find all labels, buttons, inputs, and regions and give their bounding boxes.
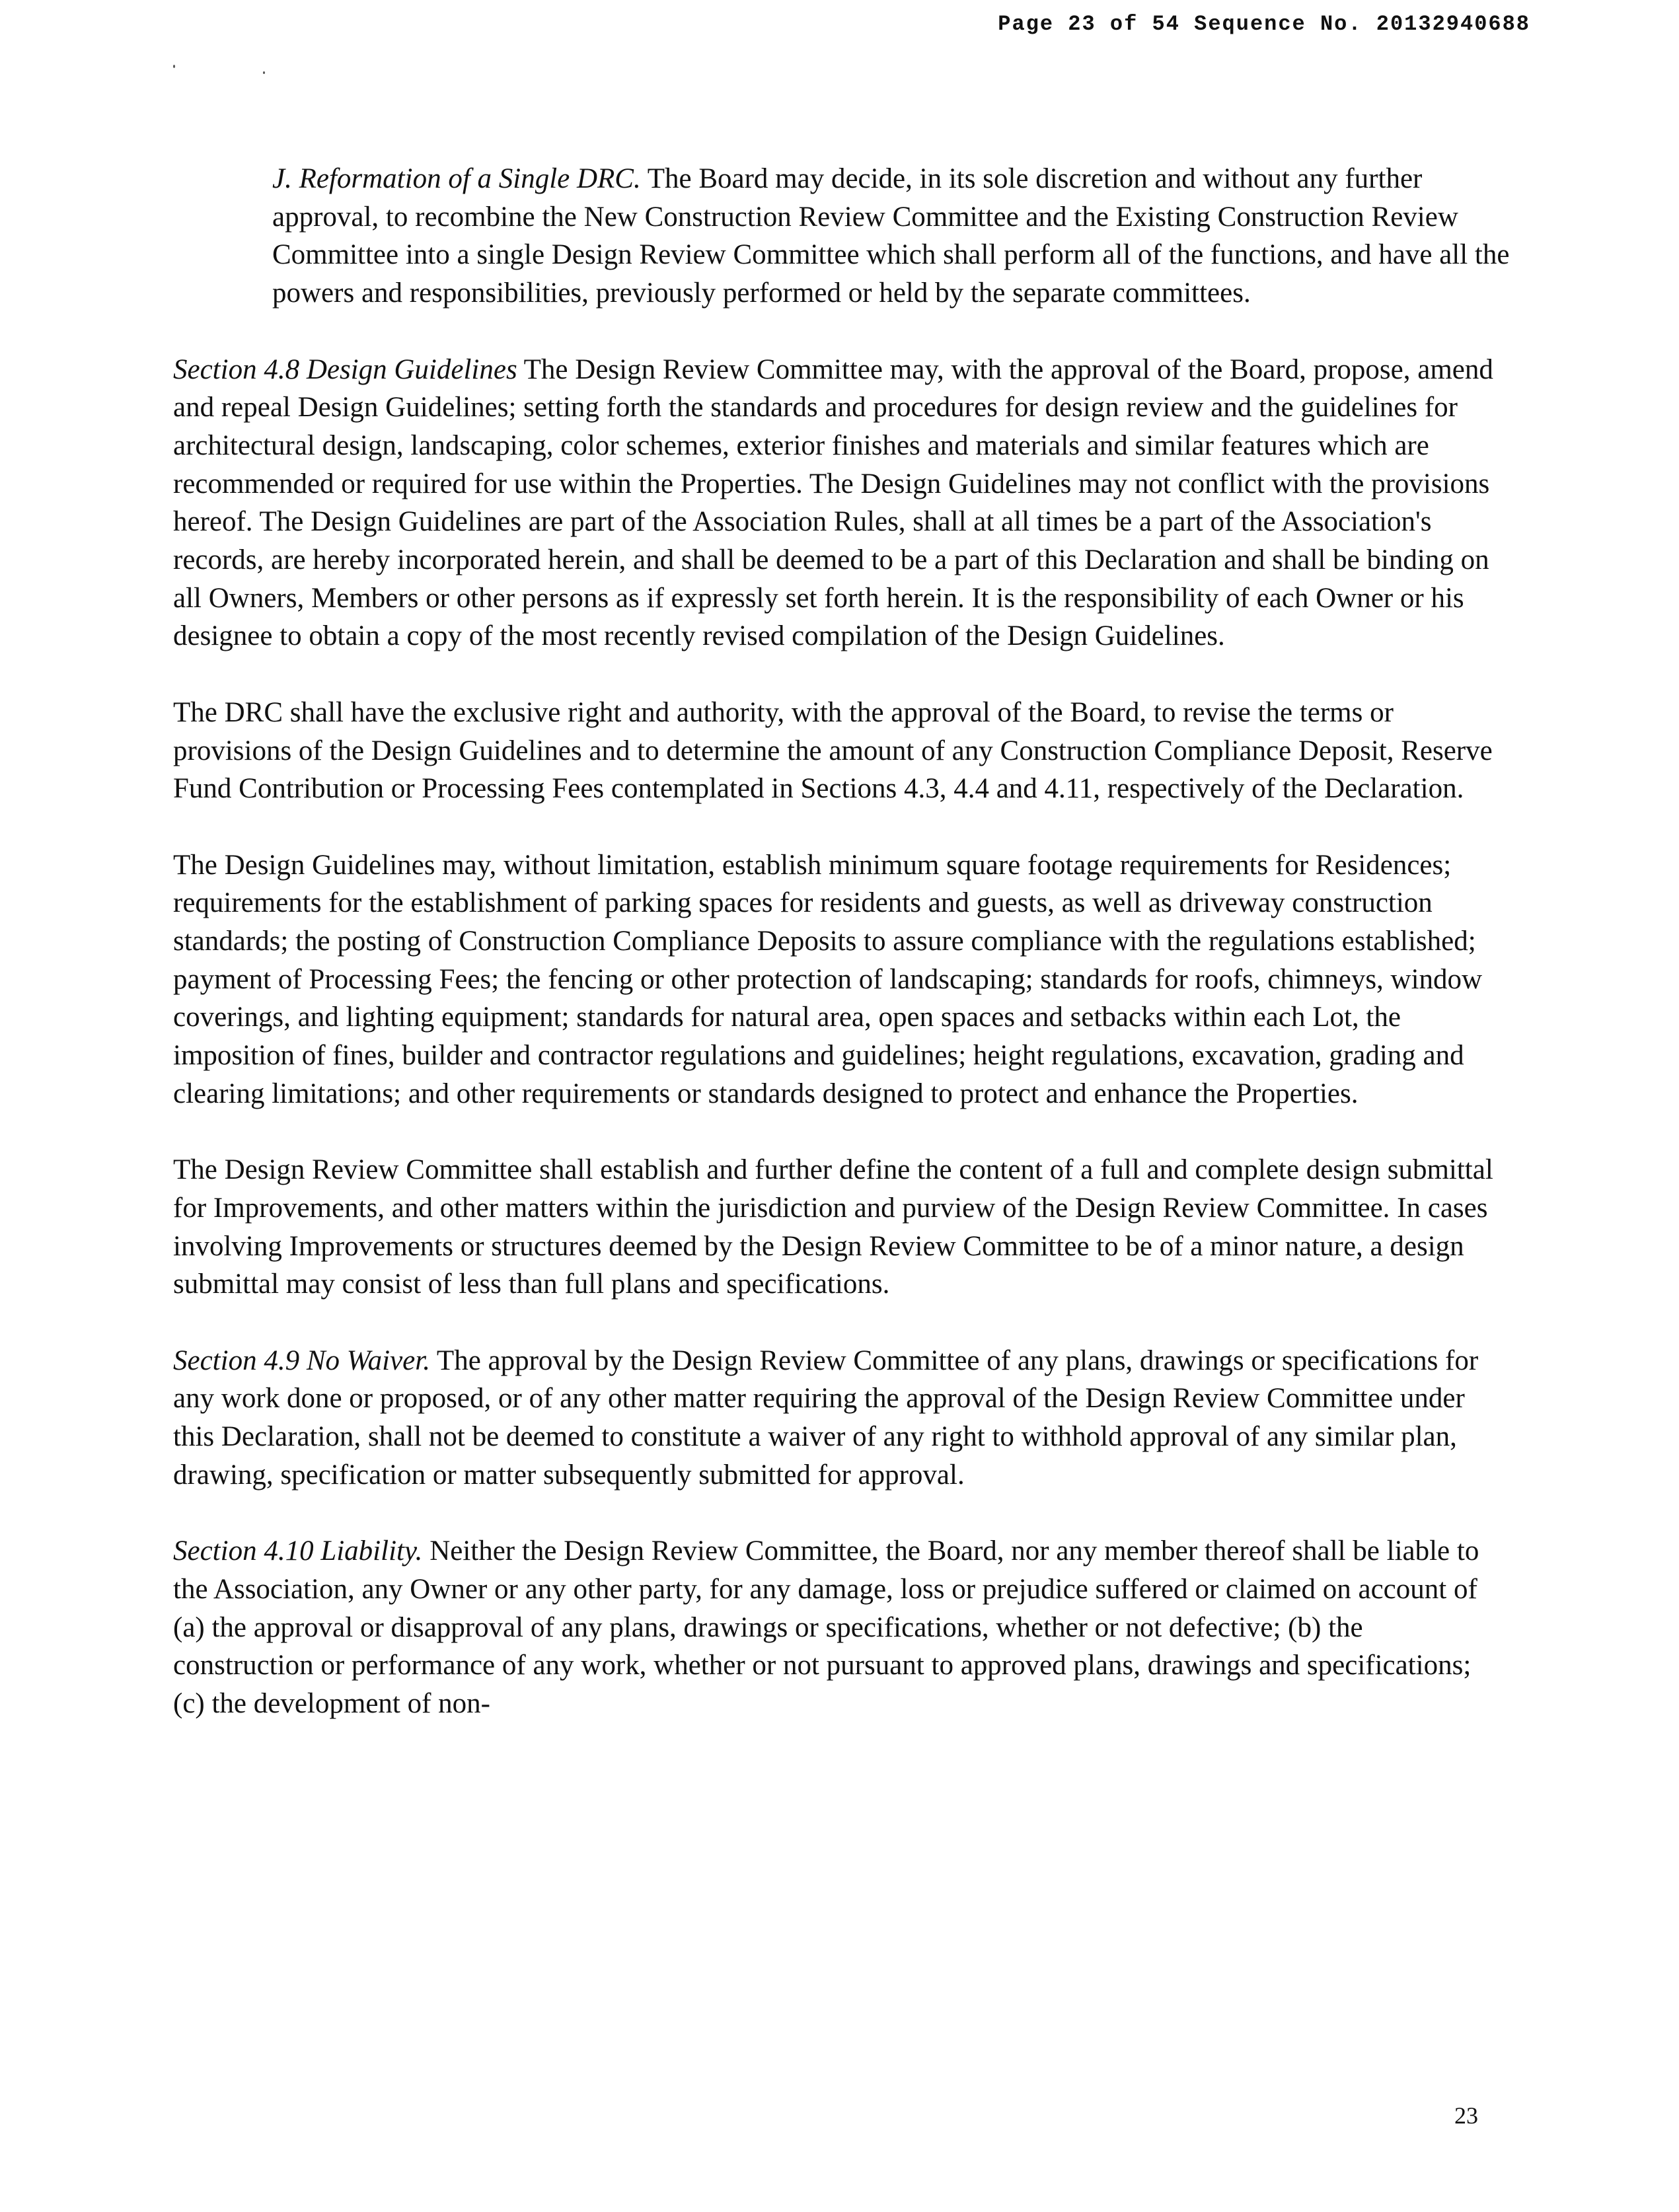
paragraph-text: The DRC shall have the exclusive right and authority, with the approval of the Board, to revise the terms or provisions of the Design Guidelines and to determine the amount of any Construction Compliance Deposit, Reserve Fund Contribution or Processing Fees contemplated in Sections 4.3, 4.4 and 4.11, respectively of the Declaration. <box>173 696 1493 805</box>
paragraph-heading: Section 4.8 Design Guidelines <box>173 353 517 385</box>
paragraph-text: The Board may decide, in its sole discretion and without any further approval, to recombine the New Construction Review Committee and the Existing Construction Review Committee into a single Design Review Committee which shall perform all of the functions, and have all the powers and responsibilities, previously performed or held by the separate committees. <box>272 163 1510 309</box>
paragraph-drc-authority <box>173 694 1498 808</box>
paragraph-section-4-10-liability <box>173 1532 1498 1723</box>
paragraph-reformation-single-drc <box>272 160 1514 313</box>
paragraph-section-4-8-design-guidelines <box>173 351 1498 656</box>
document-body <box>173 160 1510 1761</box>
paragraph-heading: Section 4.9 No Waiver. <box>173 1345 430 1376</box>
paragraph-text: The approval by the Design Review Committee of any plans, drawings or specifications for any work done or proposed, or of any other matter requiring the approval of the Design Review Committee under this Declaration, shall not be deemed to constitute a waiver of any right to withhold approval of any similar plan, drawing, specification or matter subsequently submitted for approval. <box>173 1345 1479 1491</box>
paragraph-guideline-scope <box>173 846 1498 1113</box>
page-number: 23 <box>1454 2102 1478 2129</box>
paragraph-design-submittal <box>173 1151 1498 1304</box>
paragraph-text: The Design Review Committee may, with the approval of the Board, propose, amend and repeal Design Guidelines; setting forth the standards and procedures for design review and the guidelines for architectural design, landscaping, color schemes, exterior finishes and materials and similar features which are recommended or required for use within the Properties. The Design Guidelines may not conflict with the provisions hereof. The Design Guidelines are part of the Association Rules, shall at all times be a part of the Association's records, are hereby incorporated herein, and shall be deemed to be a part of this Declaration and shall be binding on all Owners, Members or other persons as if expressly set forth herein. It is the responsibility of each Owner or his designee to obtain a copy of the most recently revised compilation of the Design Guidelines. <box>173 353 1493 652</box>
scan-speck <box>173 65 175 68</box>
paragraph-text: The Design Guidelines may, without limitation, establish minimum square footage requirements for Residences; requirements for the establishment of parking spaces for residents and guests, as well as driveway construction standards; the posting of Construction Compliance Deposits to assure compliance with the regulations established; payment of Processing Fees; the fencing or other protection of landscaping; standards for roofs, chimneys, window coverings, and lighting equipment; standards for natural area, open spaces and setbacks within each Lot, the imposition of fines, builder and contractor regulations and guidelines; height regulations, excavation, grading and clearing limitations; and other requirements or standards designed to protect and enhance the Properties. <box>173 849 1483 1109</box>
paragraph-heading: Section 4.10 Liability. <box>173 1535 423 1567</box>
paragraph-text: The Design Review Committee shall establish and further define the content of a full and complete design submittal for Improvements, and other matters within the jurisdiction and purview of the Design Review Committee. In cases involving Improvements or structures deemed by the Design Review Committee to be of a minor nature, a design submittal may consist of less than full plans and specifications. <box>173 1154 1493 1300</box>
paragraph-text: Neither the Design Review Committee, the Board, nor any member thereof shall be liable to the Association, any Owner or any other party, for any damage, loss or prejudice suffered or claimed on account of (a) the approval or disapproval of any plans, drawings or specifications, whether or not defective; (b) the construction or performance of any work, whether or not pursuant to approved plans, drawings and specifications; (c) the development of non- <box>173 1535 1479 1720</box>
paragraph-section-4-9-no-waiver <box>173 1342 1498 1494</box>
paragraph-heading: J. Reformation of a Single DRC. <box>272 163 641 194</box>
scan-speck <box>263 71 265 74</box>
page-sequence-header: Page 23 of 54 Sequence No. 20132940688 <box>998 12 1530 36</box>
